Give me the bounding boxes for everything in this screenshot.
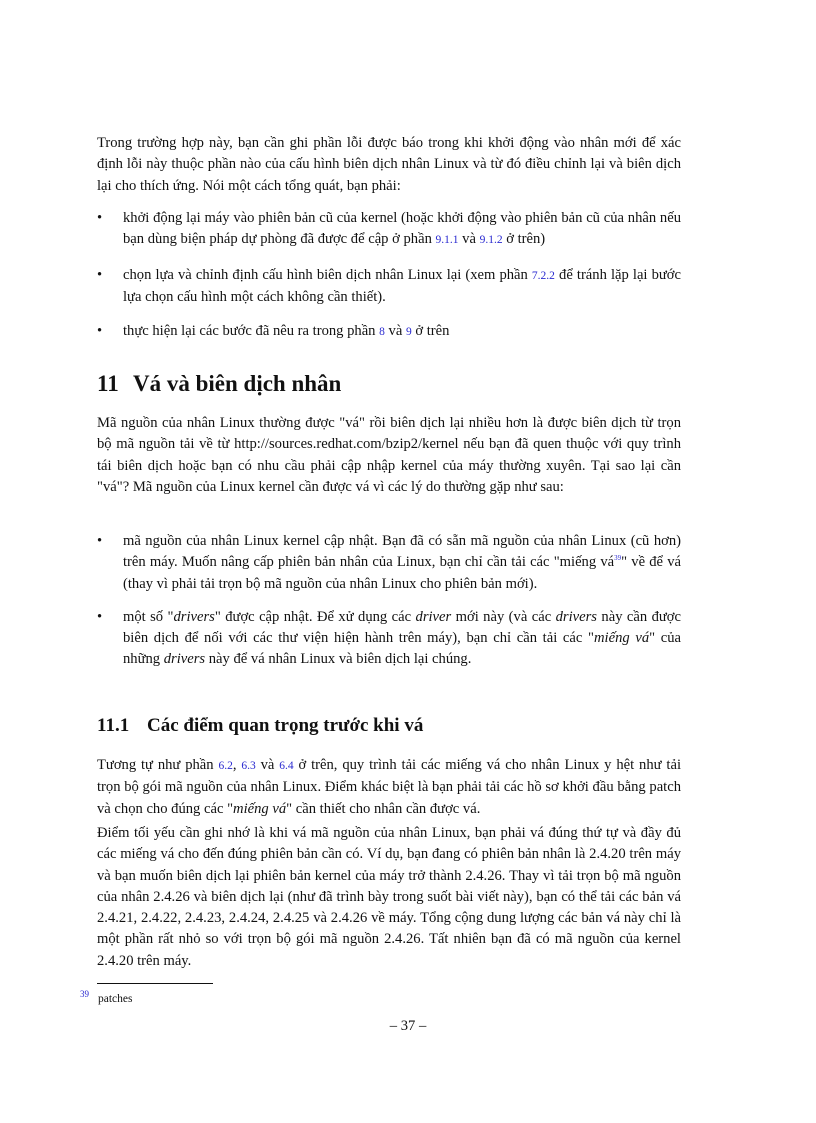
- emphasis-text: drivers: [555, 608, 597, 625]
- bullet-glyph: •: [97, 608, 103, 625]
- emphasis-text: miếng vá: [594, 630, 650, 647]
- section-title: Vá và biên dịch nhân: [133, 371, 342, 396]
- paragraph-text: " cần thiết cho nhân cần được vá.: [286, 800, 481, 817]
- page-number: – 37 –: [389, 1018, 427, 1034]
- list-item-text: mã nguồn của nhân Linux kernel cập nhật. Bạn đã có sẵn mã nguồn của nhân Linux (cũ hơn) trên máy. Muốn nâng cấp phiên bản nhân của Linux, bạn chỉ cần tải các "miếng vá: [123, 533, 681, 571]
- section-ref-link[interactable]: 9: [405, 326, 412, 339]
- bullet-glyph: •: [97, 323, 103, 340]
- paragraph-text: và: [255, 757, 280, 773]
- list-item-text: " của những: [123, 630, 682, 668]
- list-item-text: này để vá nhân Linux và biên dịch lại chúng.: [205, 651, 472, 668]
- list-item: [97, 265, 681, 309]
- section-ref-link[interactable]: 8: [379, 326, 385, 339]
- list-item-text: " được cập nhật. Để xử dụng các: [214, 608, 416, 625]
- bullet-glyph: •: [97, 533, 103, 549]
- list-item-text: " về để vá (thay vì phải tải trọn bộ mã nguồn của nhân Linux cho phiên bản mới).: [123, 554, 681, 592]
- bullet-glyph: •: [97, 266, 103, 283]
- list-item-text: một số ": [123, 608, 174, 625]
- footnote-text: patches: [98, 992, 133, 1005]
- list-item: [97, 321, 681, 343]
- section-heading: [97, 370, 341, 398]
- section-number: 11: [97, 371, 119, 396]
- list-item-text: chọn lựa và chỉnh định cấu hình biên dịch nhân Linux lại (xem phần: [123, 266, 532, 283]
- list-item-text: này cần được biên dịch để nối với các thư viện hiện hành trên máy), bạn chỉ cần tải các ": [123, 608, 681, 647]
- intro-paragraph: Trong trường hợp này, bạn cần ghi phần lỗi được báo trong khi khởi động vào nhân mới để xác định lỗi này thuộc phần nào của cấu hình biên dịch nhân Linux và từ đó điều chỉnh lại và biên dịch lại cho thích ứng. Nói một cách tổng quát, bạn phải:: [97, 135, 681, 194]
- list-item-text: và: [384, 323, 406, 340]
- subsection-paragraph-2: Điểm tối yếu cần ghi nhớ là khi vá mã nguồn của nhân Linux, bạn phải vá đúng thứ tự và đầy đủ các miếng vá cho đến đúng phiên bản cần có. Ví dụ, bạn đang có phiên bản nhân là 2.4.20 trên máy và bạn muốn biên dịch lại phiên bản kernel của máy trở thành 2.4.26. Thay vì tải trọn bộ mã nguồn của nhân 2.4.26 và biên dịch lại (như đã trình bày trong suốt bài viết này), bạn có thể tải các bản vá 2.4.21, 2.4.22, 2.4.23, 2.4.24, 2.4.25 và 2.4.26 về máy. Tổng cộng dung lượng các bản vá này chỉ là một phần rất nhỏ so với trọn bộ gói mã nguồn 2.4.26. Tất nhiên bạn đã có mã nguồn của kernel 2.4.20 trên máy.: [97, 825, 681, 969]
- subsection-title: Các điểm quan trọng trước khi vá: [147, 715, 424, 736]
- emphasis-text: driver: [415, 608, 452, 625]
- section-ref-link[interactable]: 9.1.1: [435, 234, 459, 247]
- footnote-divider: [97, 983, 213, 984]
- bullet-glyph: •: [97, 210, 103, 226]
- list-item-text: thực hiện lại các bước đã nêu ra trong phần: [123, 323, 380, 340]
- paragraph-text: ,: [232, 757, 242, 773]
- section-ref-link[interactable]: 9.1.2: [479, 234, 503, 247]
- intro-bullet-list: [97, 208, 681, 343]
- list-item: [97, 607, 681, 671]
- list-item-text: và: [458, 231, 480, 248]
- section-bullet-list: [97, 531, 681, 671]
- emphasis-text: drivers: [173, 608, 215, 625]
- list-item-text: khởi động lại máy vào phiên bản cũ của kernel (hoặc khởi động vào phiên bản cũ của nhân nếu bạn dùng biện pháp dự phòng đã được để cập ở phần: [123, 210, 681, 248]
- subsection-number: 11.1: [97, 715, 130, 736]
- footnote-number: 39: [80, 989, 89, 999]
- footnote: [80, 987, 132, 1006]
- list-item: [97, 208, 681, 252]
- list-item-text: ở trên): [502, 231, 546, 248]
- section-ref-link[interactable]: 6.3: [241, 760, 256, 772]
- section-ref-link[interactable]: 7.2.2: [531, 269, 555, 282]
- list-item: [97, 531, 681, 595]
- list-item-text: để tránh lặp lại bước lựa chọn cấu hình một cách không cần thiết).: [123, 266, 681, 305]
- subsection-heading: [97, 714, 423, 738]
- footnote-ref-link[interactable]: 39: [614, 554, 622, 563]
- section-ref-link[interactable]: 6.4: [279, 760, 294, 772]
- paragraph-text: ở trên, quy trình tải các miếng vá cho nhân Linux y hệt như tải trọn bộ gói mã nguồn của nhân Linux. Điểm khác biệt là bạn phải tải các hồ sơ khởi đầu bằng patch và chọn cho đúng các ": [97, 757, 682, 817]
- list-item-text: mới này (và các: [451, 608, 556, 625]
- subsection-paragraph-1: [97, 755, 681, 820]
- section-ref-link[interactable]: 6.2: [218, 760, 233, 772]
- paragraph-text: Tương tự như phần: [97, 757, 219, 773]
- section-paragraph: Mã nguồn của nhân Linux thường được "vá" rồi biên dịch lại nhiều hơn là được biên dịch từ trọn bộ mã nguồn tải về từ http://sources.redhat.com/bzip2/kernel nếu bạn đã quen thuộc với quy trình tái biên dịch hoặc bạn có nhu cầu phải cập nhập kernel của máy thường xuyên. Tại sao lại cần "vá"? Mã nguồn của Linux kernel cần được vá vì các lý do thường gặp như sau:: [97, 415, 681, 495]
- emphasis-text: drivers: [163, 651, 206, 668]
- list-item-text: ở trên: [411, 323, 450, 340]
- emphasis-text: miếng vá: [233, 800, 287, 817]
